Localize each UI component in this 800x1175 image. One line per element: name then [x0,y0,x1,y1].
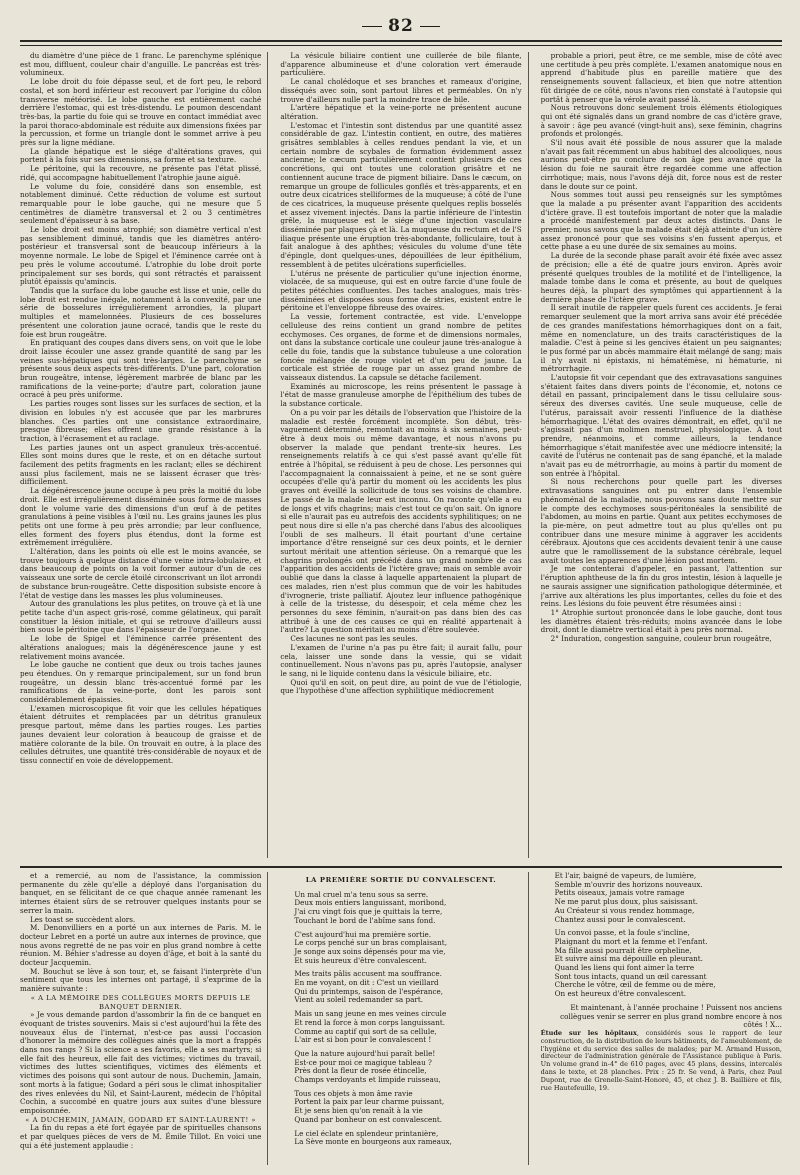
poem-line: Cherche le vôtre, œil de femme ou de mère, [554,980,716,990]
poem-line: Plaignant du mort et la femme et l'enfant. [554,936,708,946]
paragraph: Le lobe gauche ne contient que deux ou trois taches jaunes peu étendues. On y remarque principalement, sur un fond brun rougeâtre, un dessin blanc très-accentué formé par les ramifications de la veine-porte, dont les parois sont considérablement épaissies. [20,660,262,705]
paragraph: du diamètre d'une pièce de 1 franc. Le parenchyme splénique est mou, diffluent, couleur chair d'anguille. Le pancréas est très-volumineux. [20,52,262,78]
paragraph: En pratiquant des coupes dans divers sens, on voit que le lobe droit laisse écouler une assez grande quantité de sang par les veines sus-hépatiques qui sont très-larges. Le parenchyme se présente sous deux aspects très-différents. D'une part, coloration brun rougeâtre, intense, légèrement marbrée de blanc par les ramifications de la veine-porte; d'autre part, coloration jaune ocracé à peu près uniforme. [20,338,262,400]
paragraph: L'examen microscopique fit voir que les cellules hépatiques étaient détruites et remplacées par un détritus granuleux presque partout, même dans les parties rouges. Les parties jaunes devaient leur coloration à beaucoup de graisse et de matière colorante de la bile. On trouvait en outre, à la place des cellules détruites, une quantité très-considérable de noyaux et de tissu connectif en voie de développement. [20,703,262,765]
poem-line: Que la nature aujourd'hui paraît belle! [294,1048,436,1058]
paragraph: La glande hépatique est le siége d'altérations graves, qui portent à la fois sur ses dimensions, sa forme et sa texture. [20,146,262,165]
poem-stanza [294,970,521,1005]
paragraph: L'altération, dans les points où elle est le moins avancée, se trouve toujours à quelque distance d'une veine intra-lobulaire, et dans beaucoup de points on la voit former autour d'un de ces vaisseaux une sorte de cercle étoilé circonscrivant un îlot arrondi de substance brun-rougeâtre. Cette disposition subsiste encore à l'état de vestige dans les masses les plus volumineuses. [20,547,262,600]
column-banquet-report [20,872,268,1165]
poem-line: Ma fille aussi pourrait être orpheline, [554,945,692,955]
poem-line: Un convoi passe, et la foule s'incline, [554,928,690,938]
column-discussion [541,52,782,858]
paragraph: Le lobe droit du foie dépasse seul, et de fort peu, le rebord costal, et son bord inférieur est recouvert par l'origine du côlon transverse météorisé. Le lobe gauche est entièrement caché derrière l'estomac, qui est très-distendu. Le poumon descendant très-bas, la partie du foie qui se trouve en contact immédiat avec la paroi thoraco-abdominale est réduite aux dimensions fixées par la percussion, et forme un triangle dont le sommet arrive à peu près sur la ligne médiane. [20,77,262,148]
paragraph: probable a priori, peut être, ce me semble, mise de côté avec une certitude à peu près complète. L'examen anatomique nous en apprend d'habitude plus en pareille matière que des renseignements souvent fallacieux, et bien que notre attention fût dirigée de ce côté, nous n'avons rien constaté à l'autopsie qui portât à penser que la vérole avait passé là. [540,52,782,104]
poem-stanza [294,1010,521,1045]
poem-line: La Sève monte en bourgeons aux rameaux, [294,1137,452,1147]
poem-line: En me voyant, on dit : C'est un vieillard [294,978,439,988]
paragraph: et a remercié, au nom de l'assistance, la commission permanente du zèle qu'elle a déployé dans l'organisation du banquet, en se félicitant de ce que chaque année ramenant les internes étaient sûrs de se retrouver quelques instants pour se serrer la main. [20,872,262,915]
poem-stanza [294,891,521,926]
poem-line: Mais un sang jeune en mes veines circule [294,1009,447,1019]
poem-line: Vient au soleil redemander sa part. [294,995,423,1005]
poem-title: LA PREMIÈRE SORTIE DU CONVALESCENT. [305,876,497,884]
poem-stanzas [280,891,521,1147]
poem-line: Près dont la fleur de rosée étincelle, [294,1066,427,1076]
poem-line: Chantez aussi pour le convalescent. [554,914,686,924]
poem-line: Qui du printemps, saison de l'espérance, [294,986,444,996]
paragraph: La fin du repas a été fort égayée par de spirituelles chansons et par quelques pièces de vers de M. Émile Tillot. En voici une qui a été justement applaudie : [20,1123,262,1150]
paragraph: L'examen de l'urine n'a pas pu être fait; il aurait fallu, pour cela, laisser une sonde dans la vessie, qui se vidait continuellement. Nous n'avons pas pu, après l'autopsie, analyser le sang, ni le liquide contenu dans la vésicule biliaire, etc. [280,642,522,678]
notice-title: Étude sur les hôpitaux [540,1028,637,1037]
poem-line: Mes traits pâlis accusent ma souffrance. [294,969,442,979]
poem-line: Et suivre ainsi ma dépouille en pleurant. [554,954,703,964]
paragraph: Les parties rouges sont lisses sur les surfaces de section, et la division en lobules n'y est accusée que par les marbrures blanches. Ces parties ont une consistance extraordinaire, presque fibreuse; elles offrent une grande résistance à la traction, à l'écrasement et au raclage. [20,399,262,443]
paragraph: Examinés au microscope, les reins présentent le passage à l'état de masse granuleuse amorphe de l'épithélium des tubes de la substance corticale. [280,381,522,409]
header-rule [20,40,782,42]
poem-line: Je songe aux soins dépensés pour ma vie, [294,946,446,956]
page-number: 82 [20,16,782,36]
section-separator [20,866,782,868]
paragraph: Le canal cholédoque et ses branches et rameaux d'origine, disséqués avec soin, sont partout libres et perméables. On n'y trouve d'ailleurs nulle part la moindre trace de bile. [280,77,522,104]
paragraph: Autour des granulations les plus petites, on trouve çà et là une petite tache d'un aspect gris-rosé, comme gélatineux, qui paraît constituer la lésion initiale, et qui se retrouve d'ailleurs aussi bien sous le péritoine que dans l'épaisseur de l'organe. [20,599,262,635]
poem-line: Sont tous intacts, quand un œil caressant [554,971,707,981]
poem-line: Au Créateur si vous rendez hommage, [554,905,695,915]
poem-line: Petits oiseaux, jamais votre ramage [554,888,685,898]
poem-line: Deux mois entiers languissant, moribond, [294,898,447,908]
poem-stanza [555,929,782,999]
poem-line: Le ciel éclate en splendeur printanière, [294,1128,439,1138]
poem-line: C'est aujourd'hui ma première sortie. [294,929,432,939]
poem-line: Le corps penché sur un bras complaisant, [294,938,447,948]
poem-line: Et suis heureux d'être convalescent. [294,955,427,965]
paragraph: Quoi qu'il en soit, on peut dire, au point de vue de l'étiologie, que l'hypothèse d'une affection syphilitique médiocrement [280,677,522,696]
paragraph: M. Denonvilliers en a porté un aux internes de Paris. M. le docteur Lebret en a porté un autre aux internes de province, que nous avons regretté de ne pas voir en plus grand nombre à cette réunion. M. Béhier s'adresse au doyen d'âge, et boit à la santé du docteur Jacquemin. [20,923,262,968]
poem-line: J'ai cru vingt fois que je quittais la terre, [294,907,443,917]
paragraph: Ces lacunes ne sont pas les seules. [290,634,418,644]
poem-line: L'air est si bon pour le convalescent ! [294,1035,432,1045]
poem-line: Et rend la force à mon corps languissant. [294,1017,446,1027]
paragraph: L'autopsie fit voir cependant que des extravasations sanguines s'étaient faites dans divers points de l'économie, et, notons ce détail en passant, principalement dans le tissu cellulaire sous-séreux des diverses cavités. Une seule muqueuse, celle de l'utérus, paraissait avoir ressenti l'influence de la diathèse hémorrhagique. L'état des ovaires démontrait, en effet, qu'il ne s'agissait pas d'un molimen menstruel, physiologique. A tout prendre, néanmoins, et comme ailleurs, la tendance hémorrhagique s'était manifestée avec une médiocre intensité; la cavité de l'utérus ne contenait pas de sang épanché, et la malade n'avait pas eu de métrorrhagie, au moins à partir du moment de son entrée à l'hôpital. [540,373,782,478]
poem-line: Et je sens bien qu'on renaît à la vie [294,1106,423,1116]
notice-body: , considérés sous le rapport de leur construction, de la distribution de leurs bâtiments, de l'ameublement, de l'hygiène et du service des salles de malades; par M. Armand Husson, directeur de l'administration générale de l'Assistance publique à Paris. Un volume grand in-4° de 610 pages, avec 45 plans, dessins, intercalés dans le texte, et 28 planches. Prix : 25 fr. [540,1028,782,1076]
column-autopsy-liver [20,52,268,858]
poem-line: Quand par bonheur on est convalescent. [294,1114,443,1124]
paragraph: Le volume du foie, considéré dans son ensemble, est notablement diminué. Cette réduction de volume est surtout remarquable pour le lobe gauche, qui ne mesure que 5 centimètres de diamètre transversal et 2 ou 3 centimètres seulement d'épaisseur à sa base. [20,181,262,226]
paragraph: La vessie, fortement contractée, est vide. L'enveloppe celluleuse des reins contient un grand nombre de petites ecchymoses. Ces organes, de forme et de dimensions normales, ont dans la substance corticale une couleur jaune très-analogue à celle du foie, tandis que la substance tubuleuse a une coloration foncée mélangée de rouge violet et d'un peu de jaune. La corticale est striée de rouge par un assez grand nombre de vaisseaux distendus. La capsule se détache facilement. [280,312,522,383]
newspaper-page [20,10,782,1165]
poem-line: Portent la paix par leur charme puissant, [294,1097,445,1107]
paragraph: Les toast se succèdent alors. [30,914,136,924]
poem-line: Ne me parut plus doux, plus saisissant. [554,897,698,907]
paragraph: La durée de la seconde phase paraît avoir été fixée avec assez de précision; elle a été de quatre jours environ. Après avoir présenté quelques troubles de la motilité et de l'intelligence, la malade tombe dans le coma et présente, au bout de quelques heures déjà, la plupart des symptômes qui appartiennent à la dernière phase de l'ictère grave. [540,251,782,304]
paragraph: Le lobe de Spigel et l'éminence carrée présentent des altérations analogues; mais la dégénérescence jaune y est relativement moins avancée. [20,634,262,661]
poem-line: Comme au captif qui sort de sa cellule, [294,1026,437,1036]
paragraph: M. Bouchut se lève à son tour, et, se faisant l'interprète d'un sentiment que tous les internes ont partagé, il s'exprime de la manière suivante : [20,966,262,994]
paragraph: 1° Atrophie surtout prononcée dans le lobe gauche, dont tous les diamètres étaient très-réduits; moins avancée dans le lobe droit, dont le diamètre vertical était à peu près normal. [540,608,782,635]
paragraph: L'artère hépatique et la veine-porte ne présentent aucune altération. [280,103,522,121]
paragraph: » Je vous demande pardon d'assombrir la fin de ce banquet en évoquant de tristes souvenirs. Mais si c'est aujourd'hui la fête des nouveaux élus de l'internat, n'est-ce pas aussi l'occasion d'honorer la mémoire des collègues ainés que la mort a frappés dans nos rangs ? Si la science a ses favoris, elle a ses martyrs; si elle fait des heureux, elle fait des victimes; victimes du travail, victimes des luttes scientifiques, victimes des éléments et victimes des poisons qui sont autour de nous. Duchemin, Jamain, sont morts à la fatigue; Godard a péri sous le climat inhospitalier des rives enlevées du Nil, et Saint-Laurent, médecin de l'hôpital Cochin, a succombé en quatre jours aux suites d'une blessure empoisonnée. [20,1010,262,1115]
closing-text: Et maintenant, à l'année prochaine ! Puissent nos anciens collègues venir se serrer en plus grand nombre encore à nos côtés ! X... [560,1002,782,1030]
column-poem-end [541,872,782,1165]
paragraph: On a pu voir par les détails de l'observation que l'histoire de la maladie est restée forcément incomplète. Son début, très-vaguement déterminé, remontait au moins à six semaines, peut-être à deux mois ou même davantage, et nous n'avons pu observer la malade que pendant trente-six heures. Les renseignements relatifs à ce qui s'est passé avant qu'elle fût entrée à l'hôpital, se réduisent à peu de chose. Les personnes qui l'accompagnaient la connaissaient à peine, et ne se sont guère occupées d'elle qu'à partir du moment où les accidents les plus graves ont éveillé la sollicitude de tous ses voisins de chambre. Le passé de la malade leur est inconnu. On raconte qu'elle a eu de longs et vifs chagrins; mais c'est tout ce qu'on sait. On ignore si elle n'aurait pas eu autrefois des accidents syphilitiques; on ne peut nous dire si elle n'a pas cherché dans l'abus des alcooliques l'oubli de ses malheurs. Il était pourtant d'une certaine importance d'être renseigné sur ces deux points, et le dernier surtout méritait une attention sérieuse. On a remarqué que les chagrins prolongés ont précédé dans un grand nombre de cas l'apparition des accidents de l'ictère grave; mais on semble avoir oublié que dans la classe à laquelle appartenaient la plupart de ces malades, rien n'est plus commun que de voir les habitudes d'ivrognerie, triste palliatif. Ajoutez leur influence pathogénique à celle de la tristesse, du désespoir, et cela même chez les personnes du sexe féminin, n'aurait-on pas dans bien des cas attribué à une de ces causes ce qui en réalité appartenait à l'autre? La question méritait au moins d'être soulevée. [280,407,522,635]
poem-line: Est-ce pour moi ce magique tableau ? [294,1057,432,1067]
upper-columns [20,52,782,862]
paragraph: La dégénérescence jaune occupe à peu près la moitié du lobe droit. Elle est irrégulièrement disséminée sous forme de masses dont le volume varie des dimensions d'un œuf à de petites granulations à peine visibles à l'œil nu. Les grains jaunes les plus petits ont une forme à peu près arrondie; par leur confluence, elles forment des foyers plus étendus, dont la forme est extrêmement irrégulière. [20,486,262,548]
poem-line: Touchant le bord de l'abîme sans fond. [294,915,436,925]
paragraph: La vésicule biliaire contient une cuillerée de bile filante, d'apparence albumineuse et d'une coloration vert émeraude particulière. [280,52,522,78]
page-header [20,10,782,38]
poem-line: Tous ces objets à mon âme ravie [294,1088,413,1098]
paragraph: 2° Induration, congestion sanguine, couleur brun rougeâtre, [550,634,772,644]
poem-stanza [294,1050,521,1085]
paragraph: Les parties jaunes ont un aspect granuleux très-accentué. Elles sont moins dures que le reste, et on en détache surtout facilement des petits fragments en les raclant; elles se déchirent aussi plus facilement, mais ne se laissent écraser que très-difficilement. [20,442,262,487]
paragraph: « A DUCHEMIN, JAMAIN, GODARD ET SAINT-LAURENT! » [25,1115,257,1124]
poem-line: Quand les liens qui font aimer la terre [554,963,695,973]
poem-stanza [294,1090,521,1125]
lower-columns [20,872,782,1165]
paragraph: L'estomac et l'intestin sont distendus par une quantité assez considérable de gaz. L'intestin contient, en outre, des matières grisâtres semblables à celles rendues pendant la vie, et un certain nombre de scybales de formation évidemment assez ancienne; le cæcum particulièrement contient plusieurs de ces concrétions, qui ont toutes une coloration grisâtre et ne contiennent aucune trace de pigment biliaire. Dans le cæcum, on remarque un groupe de follicules gonflés et très-apparents, et en outre deux cicatrices stelliformes de la muqueuse; à côté de l'une de ces cicatrices, la muqueuse présente quelques replis bosselés et assez vivement injectés. Dans la partie inférieure de l'intestin grêle, la muqueuse est le siége d'une injection vasculaire disséminée par plaques çà et là. La muqueuse du rectum et de l'S iliaque présente une éruption très-abondante, folliculaire, tout à fait analogue à des aphthes; vésicules du volume d'une tête d'épingle, dont quelques-unes, dépouillées de leur épithélium, ressemblent à de petites ulcérations superficielles. [280,120,522,269]
paragraph: Il serait inutile de rappeler quels furent ces accidents. Je ferai remarquer seulement que la mort arriva sans avoir été précédée de ces grandes manifestations hémorrhagiques dont on a fait, même en nomenclature, un des traits caractéristiques de la maladie. C'est à peine si les gencives étaient un peu saignantes; le pus formé par un abcès mammaire était mélangé de sang; mais il n'y avait ni épistaxis, ni hématémèse, ni hématurie, ni métrorrhagie. [540,303,782,374]
poem-stanza [555,872,782,924]
paragraph: S'il nous avait été possible de nous assurer que la malade n'avait pas fait récemment un abus habituel des alcooliques, nous aurions peut-être pu conclure de son âge peu avancé que la lésion du foie ne saurait être regardée comme une affection cirrhotique; mais, nous l'avons déjà dit, force nous est de rester dans le doute sur ce point. [540,138,782,191]
column-poem [280,872,528,1165]
poem-line: Champs verdoyants et limpide ruisseau, [294,1075,441,1085]
notice-sale: Se vend, à Paris, chez Paul Dupont, rue de Grenelle-Saint-Honoré, 45, et chez J. B. Baillière et fils, rue Hautefeuille, 19. [540,1067,782,1092]
poem-line: Et l'air, baigné de vapeurs, de lumière, [554,872,697,880]
paragraph: Tandis que la surface du lobe gauche est lisse et unie, celle du lobe droit est rendue inégale, notamment à la convexité, par une série de bosselures irrégulièrement arrondies, la plupart multiples et mamelonnées. Plusieurs de ces bosselures présentent une coloration jaune ocracé, tandis que le reste du foie est brun rougeâtre. [20,285,262,339]
poem-stanza [294,931,521,966]
paragraph: « A LA MÉMOIRE DES COLLÈGUES MORTS DEPUIS LE BANQUET DERNIER. [30,993,251,1011]
poem-line: On est heureux d'être convalescent. [554,989,687,999]
header-rule-thin [20,45,782,46]
poem-stanzas-end [541,872,782,999]
poem-line: Un mal cruel m'a tenu sous sa serre. [294,889,429,899]
book-notice [541,1030,782,1092]
paragraph: Le lobe droit est moins atrophié; son diamètre vertical n'est pas sensiblement diminué, tandis que les diamètres antéro-postérieur et transversal sont de beaucoup inférieurs à la moyenne normale. Le lobe de Spigel et l'éminence carrée ont à peu près le volume accoutumé. L'atrophie du lobe droit porte principalement sur ses bords, qui sont rétractés et paraissent plutôt épaissis qu'amincis. [20,225,262,287]
paragraph: L'utérus ne présente de particulier qu'une injection énorme, violacée, de sa muqueuse, qui est en outre farcie d'une foule de petites pétéchies confluentes. Des taches analogues, mais très-disséminées et disposées sous forme de stries, existent entre le péritoine et l'enveloppe fibreuse des ovaires. [280,268,522,313]
paragraph: Nous sommes tout aussi peu renseignés sur les symptômes que la malade a pu présenter avant l'apparition des accidents d'ictère grave. Il est toutefois important de noter que la maladie a procédé manifestement par deux actes distincts. Dans le premier, nous savons que la malade était déjà atteinte d'un ictère assez prononcé pour que ses voisins s'en fussent aperçus, et cette phase a eu une durée de six semaines au moins. [540,190,782,252]
paragraph: Je me contenterai d'appeler, en passant, l'attention sur l'éruption aphtheuse de la fin du gros intestin, lésion à laquelle je ne saurais assigner une signification pathologique déterminée, et j'arrive aux altérations les plus importantes, celles du foie et des reins. Les lésions du foie peuvent être résumées ainsi : [540,564,782,609]
paragraph: Nous retrouvons donc seulement trois éléments étiologiques qui ont été signalés dans un grand nombre de cas d'ictère grave, à savoir : âge peu avancé (vingt-huit ans), sexe féminin, chagrins profonds et prolongés. [540,103,782,139]
column-autopsy-organs [280,52,528,858]
poem-line: Semble m'ouvrir des horizons nouveaux. [554,879,703,889]
paragraph: Si nous recherchons pour quelle part les diverses extravasations sanguines ont pu entrer dans l'ensemble phénoménal de la maladie, nous pouvons sans doute mettre sur le compte des ecchymoses sous-péritonéales la sensibilité de l'abdomen, au moins en partie. Quant aux petites ecchymoses de la pie-mère, on peut admettre tout au plus qu'elles ont pu contribuer dans une mesure minime à aggraver les accidents cérébraux. Ajoutons que ces accidents devaient tenir à une cause autre que le ramollissement de la substance cérébrale, lequel avait toutes les apparences d'une lésion post mortem. [540,477,782,565]
paragraph: Le péritoine, qui la recouvre, ne présente pas l'état plissé, ridé, qui accompagne habituellement l'atrophie jaune aiguë. [20,164,262,182]
poem-stanza [294,1130,521,1147]
